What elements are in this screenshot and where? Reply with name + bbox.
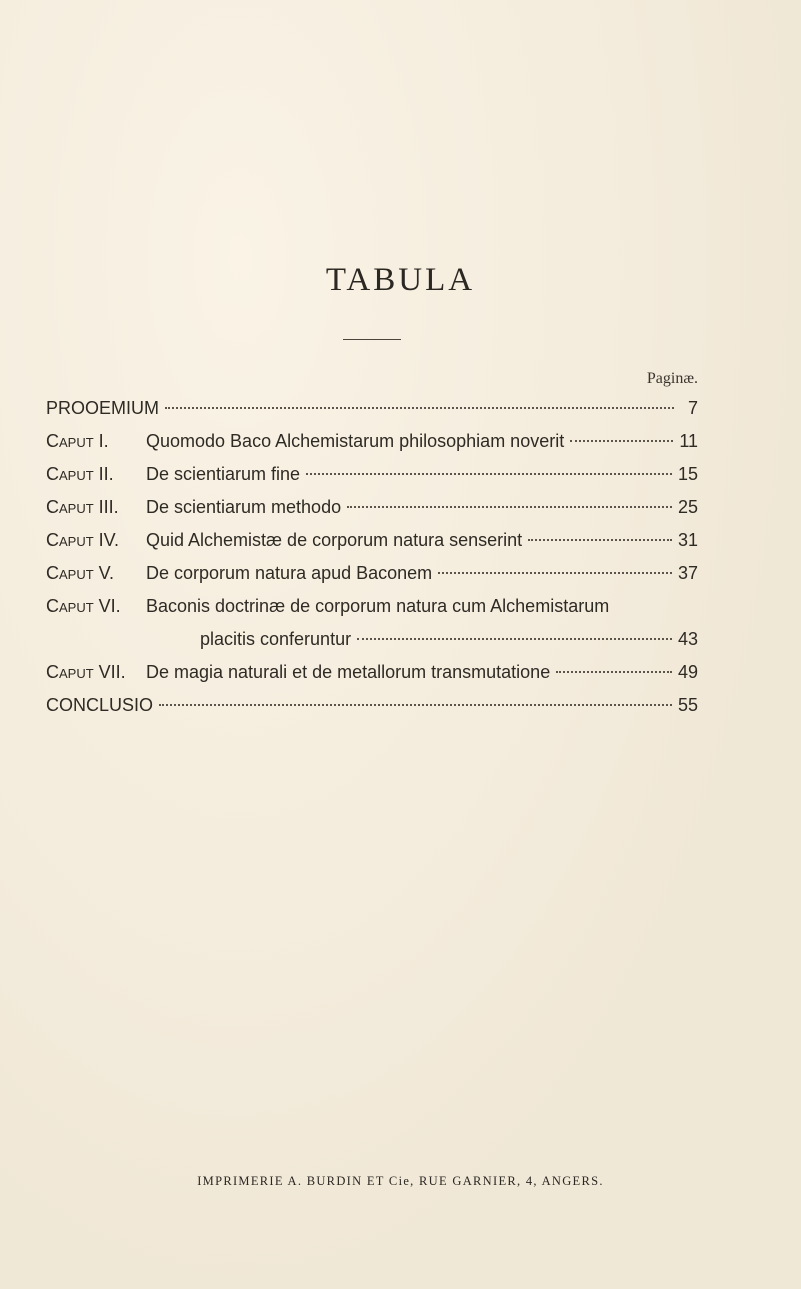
toc-page-number: 31: [677, 530, 698, 550]
toc-entry-caput-4[interactable]: [46, 524, 698, 557]
toc-entry-title: De magia naturali et de metallorum transmutatione: [146, 662, 551, 682]
toc-page-number: 25: [677, 497, 698, 517]
toc-entry-caput-1[interactable]: [46, 425, 698, 458]
toc-page-number: 43: [677, 629, 698, 649]
toc-chapter-label: Caput II.: [46, 464, 114, 484]
toc-entry-title: Quid Alchemistæ de corporum natura senserint: [146, 530, 523, 550]
toc-page-number: 49: [677, 662, 698, 682]
toc-entry-caput-2[interactable]: [46, 458, 698, 491]
dot-leader: [306, 473, 672, 475]
dot-leader: [159, 704, 672, 706]
page-title: TABULA: [325, 262, 476, 298]
toc-entry-prooemium[interactable]: [46, 392, 698, 425]
toc-chapter-label: Caput I.: [46, 431, 109, 451]
toc-page-number: 55: [677, 695, 698, 715]
toc-chapter-label: Caput IV.: [46, 530, 120, 550]
dot-leader: [570, 440, 673, 442]
toc-page-number: 37: [677, 563, 698, 583]
table-of-contents: [46, 392, 698, 722]
printer-imprint: IMPRIMERIE A. BURDIN ET Cie, RUE GARNIER, 4, ANGERS.: [197, 1174, 604, 1188]
toc-entry-caput-5[interactable]: [46, 557, 698, 590]
toc-entry-title: Baconis doctrinæ de corporum natura cum Alchemistarum: [146, 596, 610, 616]
dot-leader: [165, 407, 674, 409]
toc-chapter-label: Caput VI.: [46, 596, 121, 616]
toc-entry-title: PROOEMIUM: [46, 398, 160, 418]
toc-entry-caput-7[interactable]: [46, 656, 698, 689]
toc-entry-caput-3[interactable]: [46, 491, 698, 524]
dot-leader: [556, 671, 672, 673]
toc-entry-caput-6[interactable]: [46, 590, 698, 623]
toc-chapter-label: Caput VII.: [46, 662, 126, 682]
dot-leader: [528, 539, 672, 541]
dot-leader: [438, 572, 672, 574]
toc-page-number: 11: [679, 431, 698, 451]
toc-entry-title-continuation: placitis conferuntur: [200, 629, 352, 649]
title-divider: [343, 339, 401, 340]
paginae-label: Paginæ.: [646, 370, 698, 387]
dot-leader: [347, 506, 672, 508]
toc-chapter-label: Caput V.: [46, 563, 115, 583]
toc-page-number: 7: [687, 398, 698, 418]
toc-entry-title: CONCLUSIO: [46, 695, 154, 715]
toc-entry-title: De scientiarum fine: [146, 464, 301, 484]
toc-entry-conclusio[interactable]: [46, 689, 698, 722]
toc-chapter-label: Caput III.: [46, 497, 119, 517]
toc-page-number: 15: [677, 464, 698, 484]
toc-entry-title: Quomodo Baco Alchemistarum philosophiam noverit: [146, 431, 565, 451]
toc-entry-title: De scientiarum methodo: [146, 497, 342, 517]
toc-entry-title: De corporum natura apud Baconem: [146, 563, 433, 583]
dot-leader: [357, 638, 672, 640]
toc-entry-caput-6-continuation[interactable]: [46, 623, 698, 656]
